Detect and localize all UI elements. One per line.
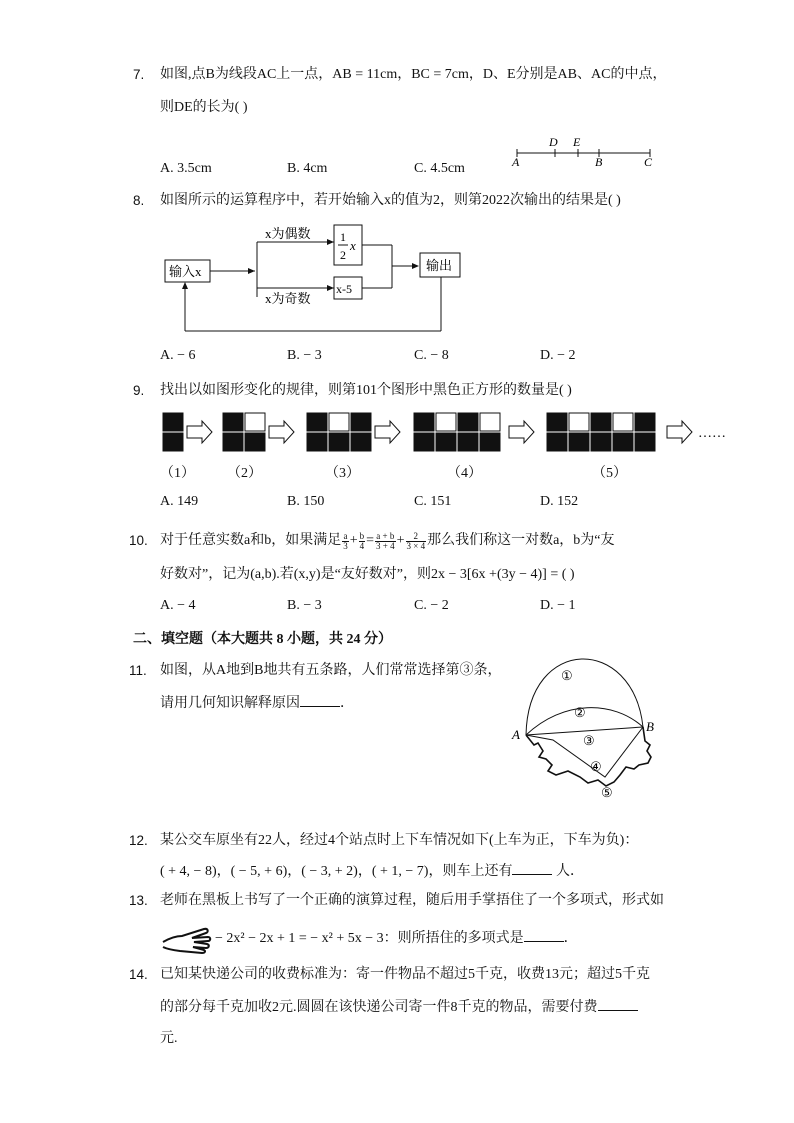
route-1-label: ① xyxy=(561,668,573,683)
q8-option-d: D. − 2 xyxy=(540,348,576,363)
arrow-icon xyxy=(187,421,212,443)
q10-option-a: A. − 4 xyxy=(160,598,196,613)
arrowhead-odd xyxy=(327,285,334,291)
fraction-sum xyxy=(375,532,396,551)
square-black xyxy=(547,433,567,451)
square-white xyxy=(569,413,589,431)
q11-stem-line2 xyxy=(160,694,354,713)
q9-caption-3: （3） xyxy=(325,466,360,481)
q7-option-c: C. 4.5cm xyxy=(414,161,465,176)
label-c: C xyxy=(644,155,653,169)
numerator: b xyxy=(359,530,365,541)
square-black xyxy=(351,433,371,451)
label-b: B xyxy=(646,719,654,734)
square-white xyxy=(329,413,349,431)
q13-number: 13. xyxy=(129,893,148,908)
q8-option-c: C. − 8 xyxy=(414,348,449,363)
answer-blank[interactable] xyxy=(512,862,552,875)
q14-number: 14. xyxy=(129,967,148,982)
q7-stem-line1: 如图,点B为线段AC上一点，AB = 11cm，BC = 7cm，D、E分别是AB、AC的中点， xyxy=(160,67,667,82)
even-label: x为偶数 xyxy=(265,226,311,241)
q7-segment-diagram xyxy=(505,132,665,172)
q9-option-c: C. 151 xyxy=(414,494,452,509)
q9-option-b: B. 150 xyxy=(287,494,325,509)
q11-period: ． xyxy=(340,696,354,711)
q7-option-b: B. 4cm xyxy=(287,161,328,176)
q12-text: ( + 4, − 8)，( − 5, + 6)，( − 3, + 2)，( + 1, − 7)，则车上还有 xyxy=(160,864,513,879)
q11-number: 11. xyxy=(129,663,147,678)
square-white xyxy=(436,413,456,431)
equals-sign: = xyxy=(366,533,375,548)
arrowhead-loop xyxy=(182,282,188,289)
odd-label: x为奇数 xyxy=(265,291,311,306)
arrow-icon xyxy=(375,421,400,443)
route-4-label: ④ xyxy=(590,759,602,774)
square-black xyxy=(329,433,349,451)
half-variable: x xyxy=(350,238,356,253)
q12-number: 12. xyxy=(129,833,148,848)
label-b: B xyxy=(595,155,603,169)
hand-icon xyxy=(160,916,212,954)
q13-period: ． xyxy=(563,931,578,946)
q11-stem-line1: 如图，从A地到B地共有五条路，人们常常选择第③条， xyxy=(160,663,502,678)
square-black xyxy=(591,413,611,431)
q10-text-a: 对于任意实数a和b，如果满足 xyxy=(160,533,342,548)
square-black xyxy=(436,433,456,451)
q10-option-d: D. − 1 xyxy=(540,598,576,613)
route-2-label: ② xyxy=(574,705,586,720)
denominator: 4 xyxy=(359,540,365,551)
q10-option-c: C. − 2 xyxy=(414,598,449,613)
square-black xyxy=(480,433,500,451)
square-black xyxy=(414,413,434,431)
arrow-icon xyxy=(509,421,534,443)
q13-stem-line2 xyxy=(215,929,578,948)
square-black xyxy=(458,413,478,431)
q9-option-d: D. 152 xyxy=(540,494,579,509)
half-numerator: 1 xyxy=(340,230,346,244)
q8-option-b: B. − 3 xyxy=(287,348,322,363)
q13-stem-line1: 老师在黑板上书写了一个正确的演算过程，随后用手掌捂住了一个多项式，形式如 xyxy=(160,893,664,908)
q9-number: 9. xyxy=(133,383,145,398)
square-black xyxy=(307,433,327,451)
arrow-icon xyxy=(269,421,294,443)
numerator: a + b xyxy=(376,530,395,541)
square-black xyxy=(635,433,655,451)
label-a: A xyxy=(512,155,520,169)
minus-label: x-5 xyxy=(336,282,352,296)
square-black xyxy=(414,433,434,451)
square-white xyxy=(613,413,633,431)
q14-stem-line2 xyxy=(160,998,638,1017)
q10-number: 10. xyxy=(129,533,148,548)
q8-number: 8. xyxy=(133,193,145,208)
arrowhead-branch xyxy=(248,268,255,274)
square-black xyxy=(245,433,265,451)
answer-blank[interactable] xyxy=(524,929,564,942)
q8-flowchart xyxy=(160,222,470,337)
denominator: 3 × 4 xyxy=(406,540,426,551)
arrow-icon xyxy=(667,421,692,443)
half-denominator: 2 xyxy=(340,248,346,262)
square-black xyxy=(613,433,633,451)
q10-stem-line2: 好数对”，记为(a,b).若(x,y)是“友好数对”，则2x − 3[6x +(3y − 4)] = ( ) xyxy=(160,567,575,582)
label-d: D xyxy=(549,135,558,149)
square-black xyxy=(635,413,655,431)
q12-stem-line2 xyxy=(160,862,584,881)
square-black xyxy=(163,413,183,431)
square-black xyxy=(591,433,611,451)
q9-stem: 找出以如图形变化的规律，则第101个图形中黑色正方形的数量是( ) xyxy=(160,383,572,398)
q9-caption-2: （2） xyxy=(227,466,262,481)
numerator: 2 xyxy=(406,532,427,542)
denominator: 3 + 4 xyxy=(376,540,395,551)
q14-text: 的部分每千克加收2元.圆圆在该快递公司寄一件8千克的物品，需要付费 xyxy=(160,1000,598,1015)
q12-unit: 人． xyxy=(552,864,584,879)
q9-option-a: A. 149 xyxy=(160,494,199,509)
answer-blank[interactable] xyxy=(598,998,638,1011)
route-1 xyxy=(526,659,643,735)
q7-number: 7. xyxy=(133,67,145,82)
fraction-a-over-3 xyxy=(342,532,349,551)
numerator: a xyxy=(343,530,348,541)
q13-equation: − 2x² − 2x + 1 = − x² + 5x − 3：则所捂住的多项式是 xyxy=(215,931,524,946)
output-label: 输出 xyxy=(426,258,453,273)
q7-stem-line2: 则DE的长为( ) xyxy=(160,100,248,115)
fraction-b-over-4 xyxy=(359,532,366,551)
q9-caption-4: （4） xyxy=(447,466,482,481)
fraction-2-over-12 xyxy=(406,532,427,551)
square-black xyxy=(307,413,327,431)
label-e: E xyxy=(573,135,581,149)
q10-stem-line1 xyxy=(160,526,615,556)
label-a: A xyxy=(512,727,520,742)
plus-sign: + xyxy=(349,533,358,548)
q10-option-b: B. − 3 xyxy=(287,598,322,613)
square-black xyxy=(223,433,243,451)
section-heading-fill-in: 二、填空题（本大题共 8 小题，共 24 分） xyxy=(133,632,392,647)
q8-option-a: A. − 6 xyxy=(160,348,196,363)
square-black xyxy=(163,433,183,451)
denominator: 3 xyxy=(343,540,348,551)
route-5-label: ⑤ xyxy=(601,785,613,800)
answer-blank[interactable] xyxy=(300,694,340,707)
q9-caption-5: （5） xyxy=(592,466,627,481)
q9-caption-1: （1） xyxy=(160,466,195,481)
q14-stem-line3: 元. xyxy=(160,1031,178,1046)
plus-sign: + xyxy=(396,533,405,548)
pattern-ellipsis: …… xyxy=(698,426,726,441)
square-white xyxy=(245,413,265,431)
q8-stem: 如图所示的运算程序中，若开始输入x的值为2，则第2022次输出的结果是( ) xyxy=(160,193,621,208)
square-black xyxy=(351,413,371,431)
q7-option-a: A. 3.5cm xyxy=(160,161,212,176)
square-black xyxy=(458,433,478,451)
q11-routes-diagram xyxy=(508,655,668,805)
q11-text: 请用几何知识解释原因 xyxy=(160,696,300,711)
square-black xyxy=(547,413,567,431)
q14-stem-line1: 已知某快递公司的收费标准为：寄一件物品不超过5千克，收费13元；超过5千克 xyxy=(160,967,650,982)
input-label: 输入x xyxy=(169,264,202,279)
square-black xyxy=(569,433,589,451)
arrowhead-even xyxy=(327,239,334,245)
square-black xyxy=(223,413,243,431)
arrowhead-output xyxy=(412,263,419,269)
square-white xyxy=(480,413,500,431)
route-3-label: ③ xyxy=(583,733,595,748)
q9-pattern-figures xyxy=(160,408,740,458)
q10-text-b: 那么我们称这一对数a，b为“友 xyxy=(427,533,615,548)
q12-stem-line1: 某公交车原坐有22人，经过4个站点时上下车情况如下(上车为正，下车为负)： xyxy=(160,833,639,848)
